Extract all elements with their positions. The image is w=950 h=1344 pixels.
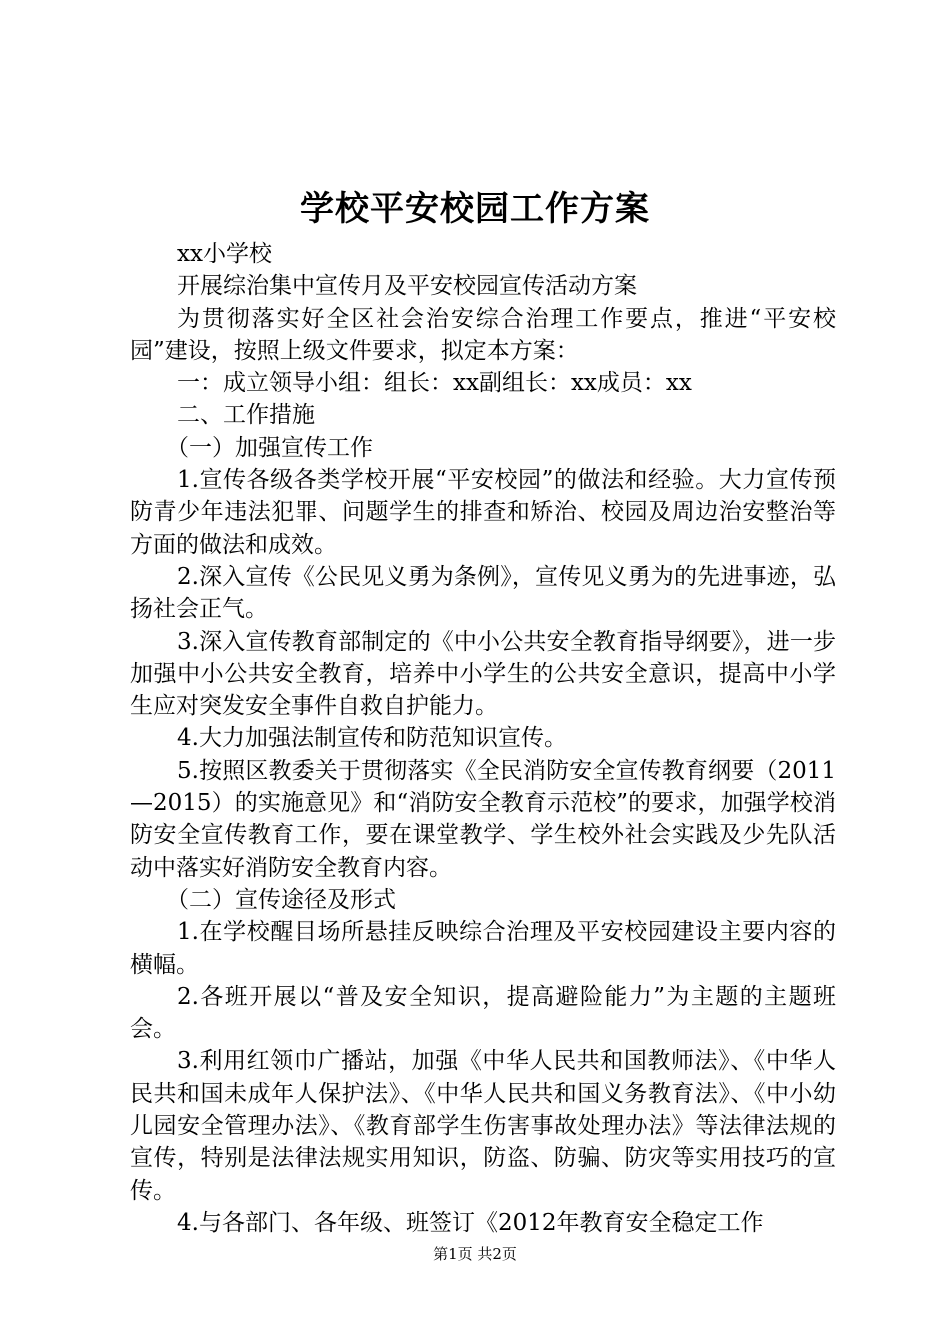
section-leadership: 一：成立领导小组：组长：xx副组长：xx成员：xx xyxy=(177,370,692,397)
document-title: 学校平安校园工作方案 xyxy=(300,189,650,229)
publicity-item-2: 2.深入宣传《公民见义勇为条例》，宣传见义勇为的先进事迹，弘扬社会正气。 xyxy=(130,563,836,623)
channel-item-2: 2.各班开展以“普及安全知识，提高避险能力”为主题的主题班会。 xyxy=(130,983,836,1043)
channel-item-4: 4.与各部门、各年级、班签订《2012年教育安全稳定工作 xyxy=(177,1209,764,1236)
school-name: xx小学校 xyxy=(177,241,272,267)
publicity-item-3: 3.深入宣传教育部制定的《中小公共安全教育指导纲要》，进一步加强中小公共安全教育，培养中小学生的公共安全意识，提高中小学生应对突发安全事件自救自护能力。 xyxy=(130,628,836,720)
channel-item-3: 3.利用红领巾广播站，加强《中华人民共和国教师法》、《中华人民共和国未成年人保护法》、《中华人民共和国义务教育法》、《中小幼儿园安全管理办法》、《教育部学生伤害事故处理办法》等法律法规的宣传，特别是法律法规实用知识，防盗、防骗、防灾等实用技巧的宣传。 xyxy=(130,1048,836,1204)
publicity-item-5: 5.按照区教委关于贯彻落实《全民消防安全宣传教育纲要（2011—2015）的实施意见》和“消防安全教育示范校”的要求，加强学校消防安全宣传教育工作，要在课堂教学、学生校外社会实践及少先队活动中落实好消防安全教育内容。 xyxy=(130,757,836,881)
subsection-channels-heading: （二）宣传途径及形式 xyxy=(166,886,396,913)
document-body xyxy=(130,238,836,1239)
channel-item-1: 1.在学校醒目场所悬挂反映综合治理及平安校园建设主要内容的横幅。 xyxy=(130,919,836,978)
publicity-item-1: 1.宣传各级各类学校开展“平安校园”的做法和经验。大力宣传预防青少年违法犯罪、问题学生的排查和矫治、校园及周边治安整治等方面的做法和成效。 xyxy=(130,467,836,558)
section-measures-heading: 二、工作措施 xyxy=(177,402,315,429)
page-indicator: 第1页 共2页 xyxy=(433,1245,517,1263)
plan-subtitle: 开展综治集中宣传月及平安校园宣传活动方案 xyxy=(177,273,637,300)
publicity-item-4: 4.大力加强法制宣传和防范知识宣传。 xyxy=(177,725,567,752)
intro-paragraph: 为贯彻落实好全区社会治安综合治理工作要点，推进“平安校园”建设，按照上级文件要求，拟定本方案： xyxy=(130,305,836,364)
subsection-publicity-heading: （一）加强宣传工作 xyxy=(166,434,373,461)
